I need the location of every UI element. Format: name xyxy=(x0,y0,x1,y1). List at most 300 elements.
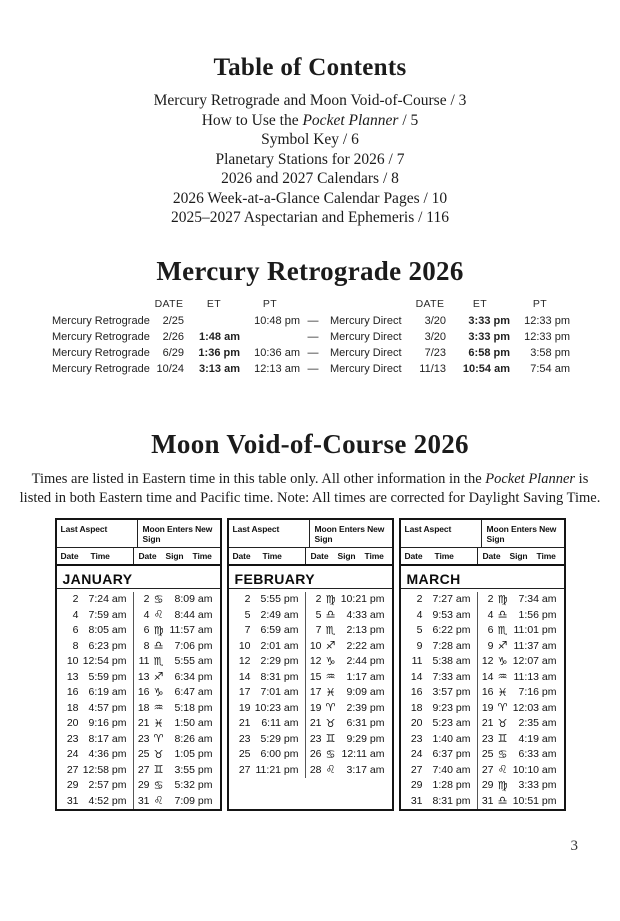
voc-last-aspect-date: 24 xyxy=(66,748,79,761)
voc-last-aspect-date: 27 xyxy=(410,763,423,776)
voc-last-aspect-time: 5:38 am xyxy=(432,655,471,668)
voc-enter-date: 23 xyxy=(137,732,150,745)
voc-enter-date: 15 xyxy=(309,670,322,683)
voc-last-aspect-date: 10 xyxy=(66,655,79,668)
voc-enter-date: 9 xyxy=(487,639,494,652)
voc-subheader-right xyxy=(478,548,564,564)
voc-enter-time: 8:44 am xyxy=(174,608,213,621)
voc-last-aspect-date: 18 xyxy=(66,701,79,714)
voc-last-aspect-time: 7:59 am xyxy=(88,608,127,621)
voc-last-aspect-date: 14 xyxy=(410,670,423,683)
mercury-cell: Mercury Retrograde xyxy=(52,346,150,359)
voc-last-aspect-time: 8:31 pm xyxy=(432,794,471,807)
voc-enter-date: 31 xyxy=(137,794,150,807)
mercury-cell: 12:33 pm xyxy=(524,314,570,327)
voc-enter-date: 23 xyxy=(481,732,494,745)
voc-last-aspect-date: 27 xyxy=(238,763,251,776)
mercury-cell: Mercury Retrograde xyxy=(52,362,150,375)
mercury-cell: 7:54 am xyxy=(530,362,570,375)
voc-enter-time: 12:07 am xyxy=(512,655,557,668)
toc-entry xyxy=(0,208,620,228)
voc-enter-time: 3:17 am xyxy=(346,763,385,776)
voc-last-aspect-date: 8 xyxy=(72,639,79,652)
voc-enter-time: 6:33 am xyxy=(518,748,557,761)
voc-row xyxy=(57,778,220,794)
voc-last-aspect-time: 2:57 pm xyxy=(88,779,127,792)
moon-note-line xyxy=(0,470,620,489)
zodiac-aries-icon: ♈ xyxy=(153,732,164,746)
zodiac-libra-icon: ♎ xyxy=(153,639,164,653)
voc-header-new-sign: Moon Enters New Sign xyxy=(486,523,557,544)
voc-month-title: MARCH xyxy=(401,566,564,589)
voc-row xyxy=(229,747,392,763)
mercury-cell: 6:58 pm xyxy=(468,346,510,359)
voc-header-row-1 xyxy=(57,520,220,548)
voc-last-aspect-time: 6:37 pm xyxy=(432,748,471,761)
voc-row xyxy=(229,623,392,639)
zodiac-capricorn-icon: ♑ xyxy=(153,685,164,699)
voc-header-row-1 xyxy=(229,520,392,548)
mercury-cell: 12:33 pm xyxy=(524,330,570,343)
voc-enter-date: 27 xyxy=(481,763,494,776)
zodiac-gemini-icon: ♊ xyxy=(325,732,336,746)
voc-last-aspect-time: 10:23 am xyxy=(254,701,299,714)
mercury-cell: — xyxy=(307,330,319,343)
voc-enter-time: 9:29 pm xyxy=(346,732,385,745)
voc-row xyxy=(401,747,564,763)
zodiac-virgo-icon: ♍ xyxy=(153,623,164,637)
toc-entry-text: 2025–2027 Aspectarian and Ephemeris / 116 xyxy=(171,209,449,226)
voc-row xyxy=(401,623,564,639)
voc-last-aspect-date: 5 xyxy=(244,608,251,621)
zodiac-pisces-icon: ♓ xyxy=(153,716,164,730)
voc-enter-time: 5:55 am xyxy=(174,655,213,668)
voc-row xyxy=(229,592,392,608)
voc-enter-time: 10:10 am xyxy=(512,763,557,776)
mercury-retrograde-table xyxy=(48,296,572,377)
voc-enter-date: 13 xyxy=(137,670,150,683)
mercury-table-row xyxy=(48,345,572,361)
voc-enter-time: 2:39 pm xyxy=(346,701,385,714)
voc-row xyxy=(401,762,564,778)
voc-month-data xyxy=(401,589,564,809)
voc-last-aspect-time: 5:23 am xyxy=(432,717,471,730)
voc-row xyxy=(401,731,564,747)
voc-month-data xyxy=(229,589,392,809)
zodiac-leo-icon: ♌ xyxy=(497,763,508,777)
toc-entry xyxy=(0,150,620,170)
zodiac-aquarius-icon: ♒ xyxy=(497,670,508,684)
voc-row xyxy=(229,685,392,701)
voc-enter-time: 6:31 pm xyxy=(346,717,385,730)
mercury-cell: 12:13 am xyxy=(254,362,300,375)
voc-last-aspect-date: 25 xyxy=(238,748,251,761)
voc-header-row-2 xyxy=(229,548,392,566)
voc-last-aspect-time: 1:28 pm xyxy=(432,779,471,792)
voc-header-row-2 xyxy=(57,548,220,566)
voc-row xyxy=(229,607,392,623)
voc-row xyxy=(229,731,392,747)
voc-enter-date: 7 xyxy=(315,624,322,637)
voc-header-last-aspect: Last Aspect xyxy=(401,520,482,547)
toc-entry xyxy=(0,111,620,131)
zodiac-pisces-icon: ♓ xyxy=(497,685,508,699)
mercury-table-row xyxy=(48,313,572,329)
mercury-header-cell: DATE xyxy=(415,298,445,310)
mercury-cell: — xyxy=(307,362,319,375)
voc-subheader-sign: Sign xyxy=(337,550,356,561)
zodiac-scorpio-icon: ♏ xyxy=(153,654,164,668)
mercury-cell: Mercury Retrograde xyxy=(52,330,150,343)
voc-month-panel-february xyxy=(227,518,394,811)
voc-subheader-date: Date xyxy=(404,550,423,561)
voc-last-aspect-time: 11:21 pm xyxy=(255,763,299,776)
mercury-cell: 1:48 am xyxy=(199,330,240,343)
voc-enter-time: 10:21 pm xyxy=(340,593,385,606)
voc-header-new-sign: Moon Enters New Sign xyxy=(314,523,385,544)
voc-enter-time: 4:33 am xyxy=(346,608,385,621)
voc-subheader-date: Date xyxy=(232,550,251,561)
mercury-cell: — xyxy=(307,314,319,327)
zodiac-cancer-icon: ♋ xyxy=(325,747,336,761)
voc-last-aspect-time: 6:11 am xyxy=(261,717,299,730)
voc-last-aspect-date: 29 xyxy=(66,779,79,792)
voc-enter-time: 2:44 pm xyxy=(346,655,385,668)
voc-enter-date: 26 xyxy=(309,748,322,761)
voc-last-aspect-time: 1:40 am xyxy=(432,732,471,745)
voc-last-aspect-time: 8:31 pm xyxy=(260,670,299,683)
voc-row xyxy=(401,793,564,809)
voc-enter-time: 7:34 am xyxy=(518,593,557,606)
voc-subheader-left xyxy=(401,548,478,564)
voc-last-aspect-date: 29 xyxy=(410,779,423,792)
voc-enter-time: 5:32 pm xyxy=(174,779,213,792)
voc-enter-time: 1:56 pm xyxy=(518,608,557,621)
voc-last-aspect-date: 27 xyxy=(66,763,79,776)
voc-row xyxy=(401,716,564,732)
zodiac-cancer-icon: ♋ xyxy=(153,592,164,606)
voc-enter-time: 6:34 pm xyxy=(174,670,213,683)
voc-enter-date: 8 xyxy=(143,639,150,652)
voc-subheader-time: Time xyxy=(536,550,556,561)
voc-row xyxy=(229,700,392,716)
voc-last-aspect-date: 12 xyxy=(238,655,251,668)
voc-last-aspect-time: 7:27 am xyxy=(432,593,471,606)
zodiac-cancer-icon: ♋ xyxy=(497,747,508,761)
voc-last-aspect-date: 10 xyxy=(238,639,251,652)
voc-subheader-sign: Sign xyxy=(509,550,528,561)
voc-last-aspect-time: 7:24 am xyxy=(88,593,127,606)
voc-enter-date: 29 xyxy=(137,779,150,792)
zodiac-aries-icon: ♈ xyxy=(497,701,508,715)
voc-enter-date: 4 xyxy=(143,608,150,621)
zodiac-aquarius-icon: ♒ xyxy=(153,701,164,715)
toc-entry-text: Symbol Key / 6 xyxy=(261,131,359,148)
voc-row xyxy=(57,793,220,809)
voc-enter-date: 10 xyxy=(309,639,322,652)
voc-last-aspect-date: 2 xyxy=(72,593,79,606)
voc-row xyxy=(57,747,220,763)
voc-month-data xyxy=(57,589,220,809)
voc-header-row-2 xyxy=(401,548,564,566)
voc-last-aspect-time: 6:19 am xyxy=(88,686,127,699)
voc-last-aspect-date: 20 xyxy=(66,717,79,730)
voc-enter-date: 25 xyxy=(137,748,150,761)
voc-last-aspect-time: 5:55 pm xyxy=(260,593,299,606)
voc-last-aspect-time: 7:01 am xyxy=(260,686,299,699)
voc-enter-time: 8:26 am xyxy=(174,732,213,745)
voc-enter-time: 1:05 pm xyxy=(174,748,213,761)
voc-enter-date: 2 xyxy=(487,593,494,606)
voc-enter-time: 4:19 am xyxy=(518,732,557,745)
voc-last-aspect-time: 9:23 pm xyxy=(432,701,471,714)
voc-row xyxy=(57,592,220,608)
voc-last-aspect-time: 2:49 am xyxy=(260,608,299,621)
voc-enter-time: 12:11 am xyxy=(341,748,385,761)
voc-subheader-left xyxy=(229,548,306,564)
voc-subheader-date: Date xyxy=(138,550,157,561)
page-number: 3 xyxy=(570,838,578,854)
zodiac-capricorn-icon: ♑ xyxy=(325,654,336,668)
voc-last-aspect-date: 2 xyxy=(416,593,423,606)
zodiac-sagittarius-icon: ♐ xyxy=(325,639,336,653)
voc-subheader-time: Time xyxy=(364,550,384,561)
moon-note-text: Pocket Planner xyxy=(485,470,576,487)
voc-last-aspect-time: 4:52 pm xyxy=(88,794,127,807)
voc-last-aspect-date: 23 xyxy=(410,732,423,745)
zodiac-cancer-icon: ♋ xyxy=(153,778,164,792)
mercury-header-cell: DATE xyxy=(154,298,184,310)
voc-enter-date: 16 xyxy=(481,686,494,699)
voc-enter-date: 25 xyxy=(481,748,494,761)
mercury-header-cell: ET xyxy=(206,298,222,310)
mercury-cell: 3:33 pm xyxy=(468,330,510,343)
voc-last-aspect-time: 12:54 pm xyxy=(82,655,127,668)
voc-row xyxy=(57,654,220,670)
voc-last-aspect-date: 19 xyxy=(238,701,251,714)
voc-enter-date: 2 xyxy=(143,593,150,606)
zodiac-aries-icon: ♈ xyxy=(325,701,336,715)
voc-last-aspect-date: 4 xyxy=(416,608,423,621)
voc-row xyxy=(401,700,564,716)
mercury-cell: 10/24 xyxy=(156,362,184,375)
toc-entry xyxy=(0,91,620,111)
toc-entry-text: 2026 Week-at-a-Glance Calendar Pages / 10 xyxy=(172,189,448,207)
voc-enter-time: 11:13 am xyxy=(513,670,557,683)
moon-voc-table xyxy=(0,518,620,811)
voc-row xyxy=(401,638,564,654)
voc-column-divider xyxy=(305,592,306,778)
voc-enter-time: 6:47 am xyxy=(174,686,213,699)
zodiac-sagittarius-icon: ♐ xyxy=(497,639,508,653)
zodiac-sagittarius-icon: ♐ xyxy=(153,670,164,684)
voc-enter-time: 11:57 am xyxy=(169,624,213,637)
voc-enter-time: 2:35 am xyxy=(518,717,557,730)
zodiac-leo-icon: ♌ xyxy=(153,608,164,622)
zodiac-virgo-icon: ♍ xyxy=(325,592,336,606)
voc-row xyxy=(229,654,392,670)
voc-last-aspect-time: 6:59 am xyxy=(260,624,299,637)
mercury-cell: 10:36 am xyxy=(254,346,300,359)
voc-last-aspect-date: 6 xyxy=(72,624,79,637)
voc-header-new-sign: Moon Enters New Sign xyxy=(142,523,213,544)
voc-subheader-time: Time xyxy=(262,550,282,561)
voc-last-aspect-time: 12:58 pm xyxy=(82,763,127,776)
voc-subheader-date: Date xyxy=(310,550,329,561)
voc-subheader-sign: Sign xyxy=(165,550,184,561)
voc-enter-time: 1:50 am xyxy=(174,717,213,730)
mercury-cell: Mercury Direct xyxy=(330,346,402,359)
mercury-cell: 6/29 xyxy=(162,346,184,359)
mercury-retrograde-title: Mercury Retrograde 2026 xyxy=(156,255,464,286)
mercury-cell: 3/20 xyxy=(424,330,446,343)
mercury-header-cell: PT xyxy=(262,298,278,310)
voc-last-aspect-time: 6:23 pm xyxy=(88,639,127,652)
voc-enter-date: 2 xyxy=(315,593,322,606)
voc-subheader-date: Date xyxy=(60,550,79,561)
voc-last-aspect-time: 2:29 pm xyxy=(260,655,299,668)
voc-enter-time: 7:16 pm xyxy=(518,686,557,699)
zodiac-scorpio-icon: ♏ xyxy=(497,623,508,637)
voc-row xyxy=(401,669,564,685)
mercury-cell: 10:48 pm xyxy=(254,314,300,327)
voc-last-aspect-time: 7:33 am xyxy=(432,670,471,683)
voc-row xyxy=(229,669,392,685)
voc-row xyxy=(57,669,220,685)
voc-enter-time: 3:55 pm xyxy=(174,763,213,776)
voc-enter-time: 1:17 am xyxy=(346,670,385,683)
voc-last-aspect-time: 7:40 am xyxy=(432,763,471,776)
voc-enter-date: 11 xyxy=(138,655,150,668)
voc-enter-date: 14 xyxy=(481,670,494,683)
toc-list xyxy=(0,91,620,228)
voc-last-aspect-date: 13 xyxy=(66,670,79,683)
moon-note-line xyxy=(0,489,620,508)
voc-enter-date: 21 xyxy=(309,717,322,730)
voc-enter-date: 17 xyxy=(309,686,322,699)
moon-note-text: is xyxy=(575,470,589,487)
voc-enter-time: 10:51 pm xyxy=(512,794,557,807)
voc-subheader-right xyxy=(134,548,220,564)
toc-entry-text: Planetary Stations for 2026 / 7 xyxy=(215,150,405,168)
voc-row xyxy=(229,716,392,732)
mercury-cell: 3:33 pm xyxy=(468,314,510,327)
voc-last-aspect-date: 23 xyxy=(238,732,251,745)
voc-enter-date: 29 xyxy=(481,779,494,792)
voc-enter-date: 21 xyxy=(137,717,150,730)
voc-last-aspect-time: 6:22 pm xyxy=(432,624,471,637)
voc-enter-time: 5:18 pm xyxy=(174,701,213,714)
voc-last-aspect-date: 14 xyxy=(238,670,251,683)
voc-enter-time: 11:01 pm xyxy=(513,624,557,637)
voc-enter-date: 6 xyxy=(143,624,150,637)
voc-header-row-1 xyxy=(401,520,564,548)
voc-column-divider xyxy=(133,592,134,809)
zodiac-virgo-icon: ♍ xyxy=(497,592,508,606)
moon-voc-note xyxy=(0,470,620,508)
zodiac-gemini-icon: ♊ xyxy=(153,763,164,777)
voc-enter-date: 19 xyxy=(309,701,322,714)
voc-row xyxy=(229,638,392,654)
voc-enter-date: 12 xyxy=(309,655,322,668)
voc-last-aspect-date: 5 xyxy=(416,624,423,637)
voc-subheader-time: Time xyxy=(434,550,454,561)
voc-last-aspect-date: 9 xyxy=(416,639,423,652)
voc-enter-time: 9:09 am xyxy=(346,686,385,699)
zodiac-capricorn-icon: ♑ xyxy=(497,654,508,668)
voc-last-aspect-time: 8:17 am xyxy=(88,732,127,745)
voc-subheader-time: Time xyxy=(192,550,212,561)
mercury-cell: Mercury Direct xyxy=(330,314,402,327)
voc-enter-date: 4 xyxy=(487,608,494,621)
voc-last-aspect-time: 5:59 pm xyxy=(88,670,127,683)
voc-enter-date: 31 xyxy=(481,794,494,807)
mercury-table-row xyxy=(48,361,572,377)
mercury-table-header xyxy=(48,296,572,313)
voc-subheader-right xyxy=(306,548,392,564)
mercury-cell: 3/20 xyxy=(424,314,446,327)
voc-row xyxy=(229,762,392,778)
voc-last-aspect-time: 4:36 pm xyxy=(88,748,127,761)
voc-last-aspect-time: 9:16 pm xyxy=(88,717,127,730)
zodiac-scorpio-icon: ♏ xyxy=(325,623,336,637)
voc-enter-date: 19 xyxy=(481,701,494,714)
voc-last-aspect-time: 7:28 am xyxy=(432,639,471,652)
voc-header-last-aspect: Last Aspect xyxy=(57,520,138,547)
voc-row xyxy=(401,654,564,670)
voc-last-aspect-date: 21 xyxy=(238,717,251,730)
mercury-header-cell: ET xyxy=(472,298,488,310)
mercury-cell: 3:58 pm xyxy=(530,346,570,359)
voc-month-panel-march xyxy=(399,518,566,811)
voc-last-aspect-date: 4 xyxy=(72,608,79,621)
voc-enter-time: 2:13 pm xyxy=(346,624,385,637)
voc-enter-date: 21 xyxy=(481,717,494,730)
voc-enter-date: 23 xyxy=(309,732,322,745)
voc-subheader-time: Time xyxy=(90,550,110,561)
zodiac-taurus-icon: ♉ xyxy=(153,747,164,761)
voc-last-aspect-date: 7 xyxy=(244,624,251,637)
voc-last-aspect-date: 16 xyxy=(410,686,423,699)
voc-last-aspect-date: 17 xyxy=(238,686,251,699)
zodiac-taurus-icon: ♉ xyxy=(497,716,508,730)
mercury-cell: 2/25 xyxy=(162,314,184,327)
voc-row xyxy=(57,762,220,778)
voc-last-aspect-time: 5:29 pm xyxy=(260,732,299,745)
zodiac-libra-icon: ♎ xyxy=(497,794,508,808)
voc-header-last-aspect: Last Aspect xyxy=(229,520,310,547)
zodiac-virgo-icon: ♍ xyxy=(497,778,508,792)
mercury-cell: Mercury Direct xyxy=(330,362,402,375)
voc-last-aspect-date: 11 xyxy=(411,655,423,668)
toc-entry xyxy=(0,169,620,189)
voc-last-aspect-date: 23 xyxy=(66,732,79,745)
voc-subheader-left xyxy=(57,548,134,564)
mercury-cell: Mercury Direct xyxy=(330,330,402,343)
mercury-cell: Mercury Retrograde xyxy=(52,314,150,327)
voc-last-aspect-time: 4:57 pm xyxy=(88,701,127,714)
voc-column-divider xyxy=(477,592,478,809)
moon-voc-title: Moon Void-of-Course 2026 xyxy=(151,428,469,459)
zodiac-libra-icon: ♎ xyxy=(325,608,336,622)
voc-enter-time: 3:33 pm xyxy=(518,779,557,792)
toc-entry-text: Pocket Planner xyxy=(302,111,399,129)
mercury-cell: 7/23 xyxy=(424,346,446,359)
voc-last-aspect-date: 31 xyxy=(410,794,423,807)
voc-last-aspect-date: 24 xyxy=(410,748,423,761)
voc-subheader-date: Date xyxy=(482,550,501,561)
voc-enter-time: 11:37 am xyxy=(513,639,557,652)
